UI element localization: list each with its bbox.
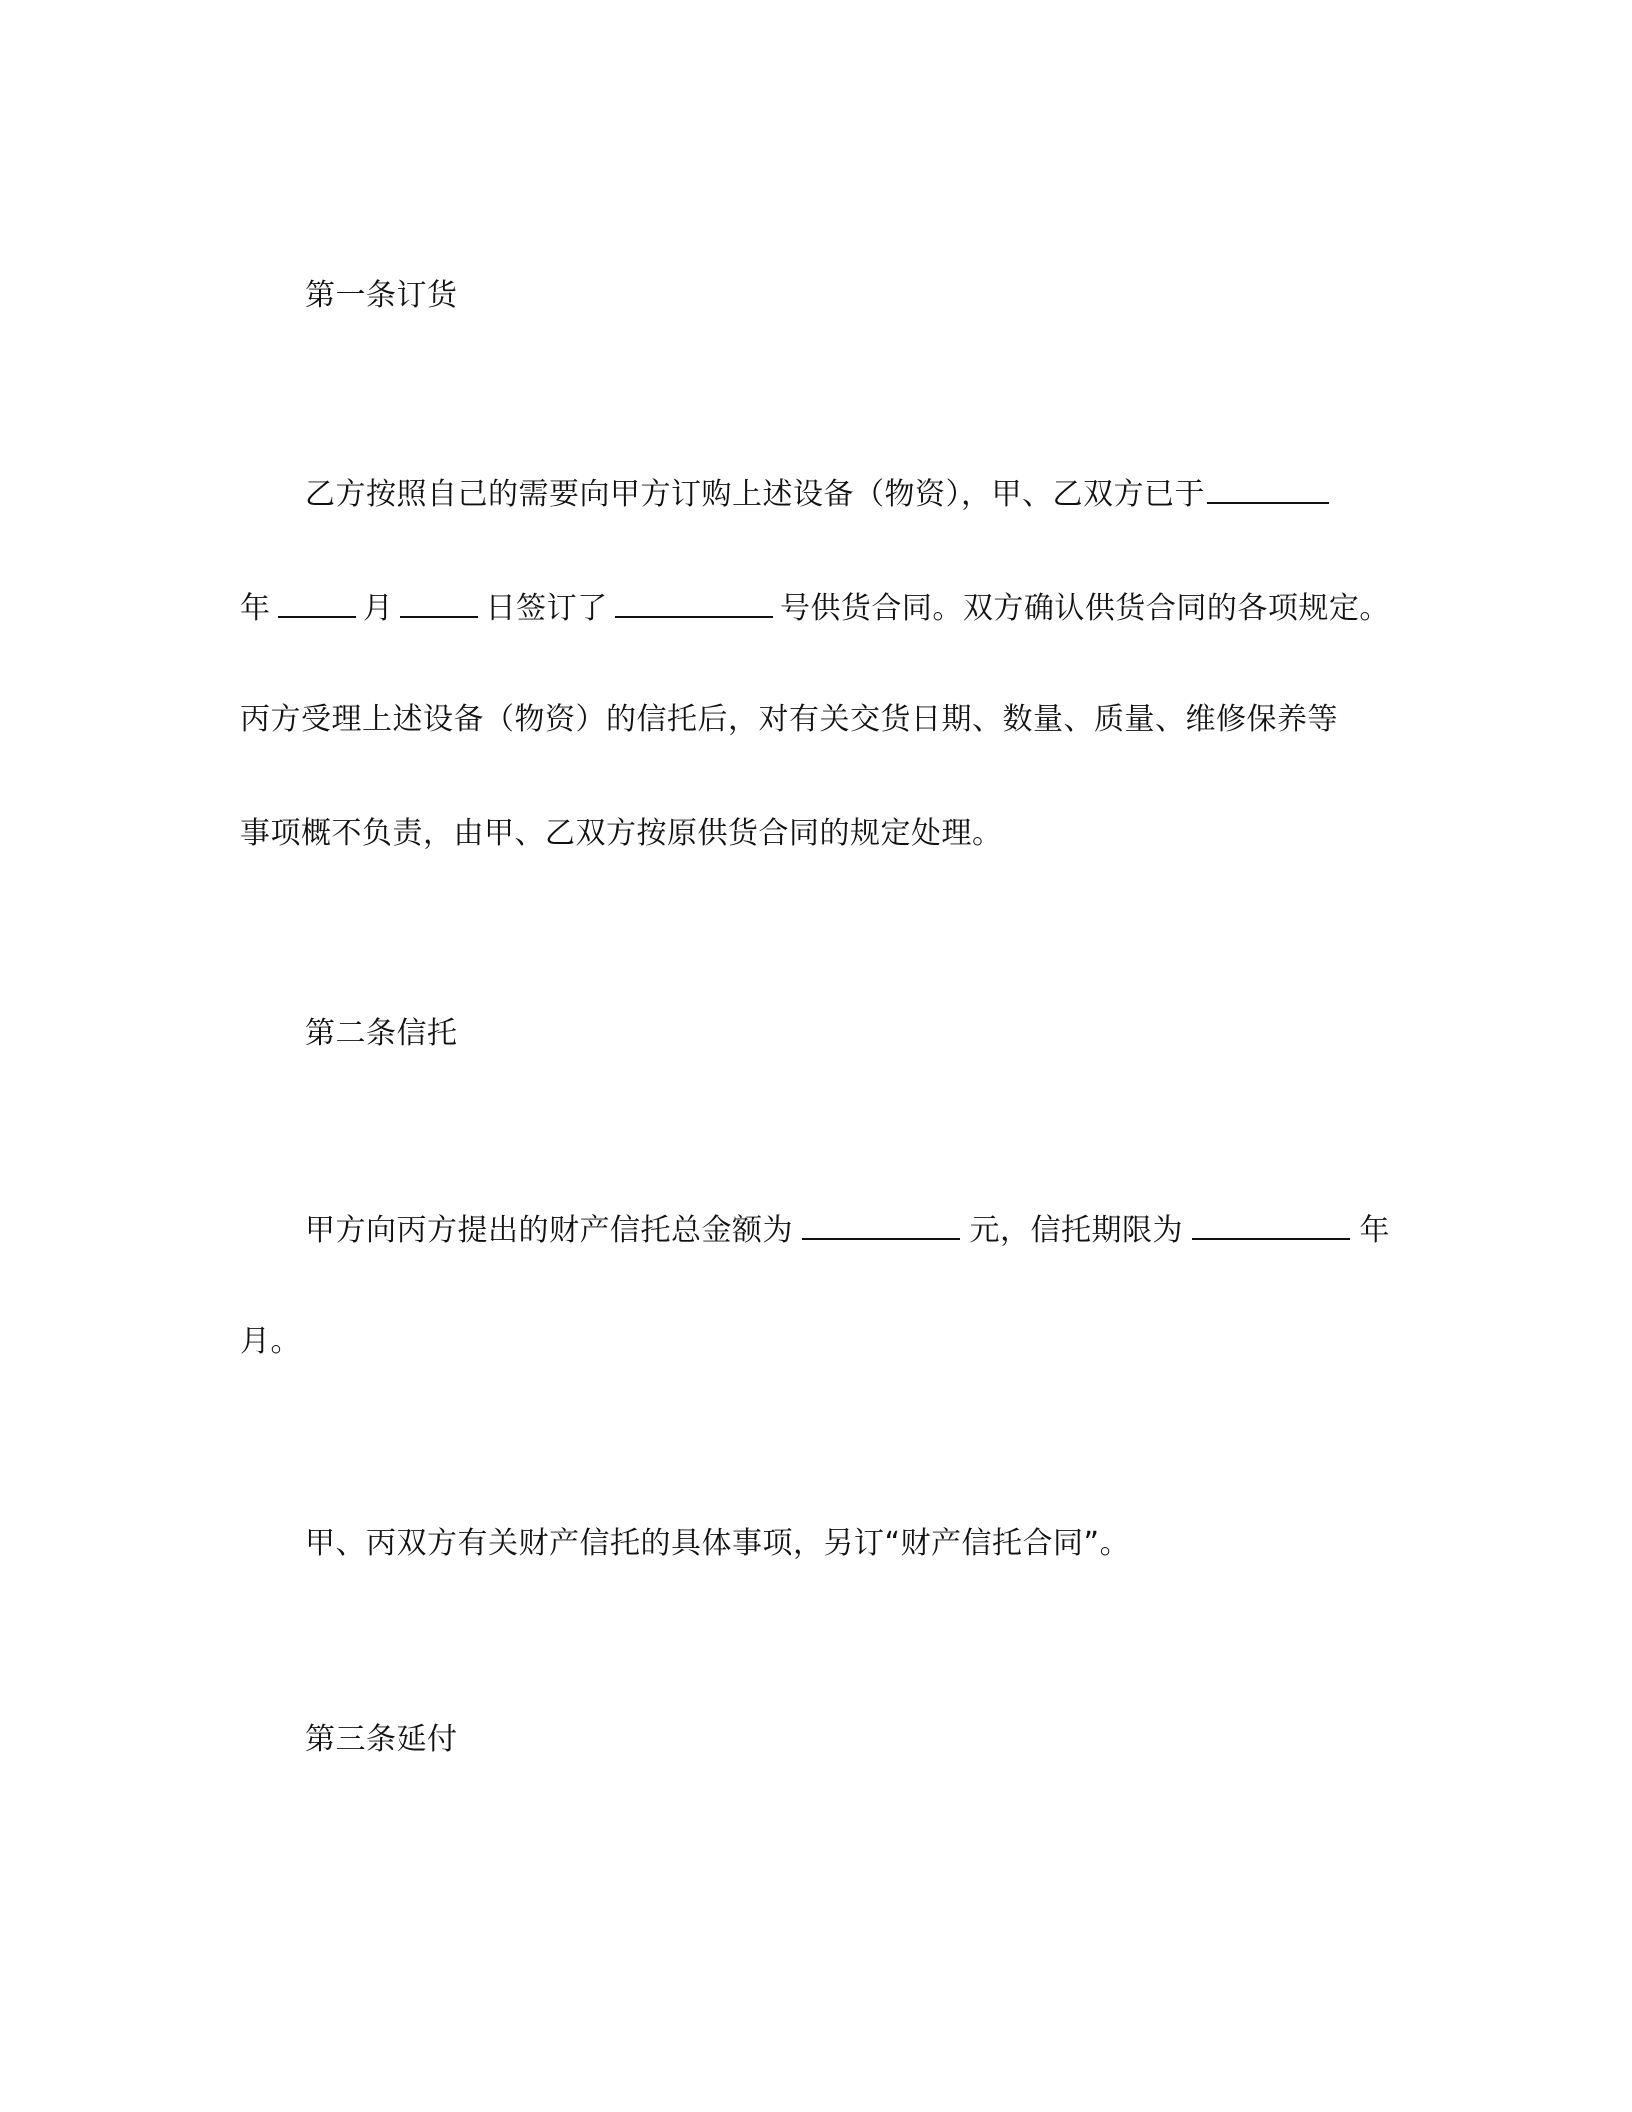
contract-confirm-text: 号供货合同。双方确认供货合同的各项规定。 bbox=[779, 591, 1390, 626]
blank-sign-date[interactable] bbox=[1207, 470, 1329, 504]
year-unit-label: 年 bbox=[1359, 1213, 1390, 1248]
blank-month[interactable] bbox=[278, 584, 356, 618]
trust-term-label: 元，信托期限为 bbox=[969, 1213, 1183, 1248]
article-1-heading: 第一条订货 bbox=[305, 278, 458, 313]
year-label: 年 bbox=[240, 591, 271, 626]
article-2-heading: 第二条信托 bbox=[305, 1016, 458, 1051]
blank-contract-number[interactable] bbox=[615, 584, 773, 618]
blank-trust-amount[interactable] bbox=[802, 1206, 960, 1240]
article-1-line-2 bbox=[240, 584, 1390, 628]
month-label: 月 bbox=[362, 591, 394, 626]
blank-day[interactable] bbox=[400, 584, 478, 618]
article-2-line-2: 月。 bbox=[240, 1324, 301, 1359]
article-2-paragraph-2: 甲、丙双方有关财产信托的具体事项，另订“财产信托合同”。 bbox=[305, 1526, 1131, 1561]
article-1-line-1 bbox=[305, 470, 1390, 514]
article-3-heading: 第三条延付 bbox=[305, 1722, 458, 1757]
article-2-line-1 bbox=[305, 1206, 1390, 1250]
day-signed-label: 日签订了 bbox=[485, 591, 608, 626]
article-1-line-4: 事项概不负责，由甲、乙双方按原供货合同的规定处理。 bbox=[240, 816, 1003, 851]
trust-amount-label: 甲方向丙方提出的财产信托总金额为 bbox=[305, 1213, 793, 1248]
article-1-line-1-text: 乙方按照自己的需要向甲方订购上述设备（物资），甲、乙双方已于 bbox=[305, 477, 1205, 512]
blank-trust-term[interactable] bbox=[1192, 1206, 1350, 1240]
article-1-line-3: 丙方受理上述设备（物资）的信托后，对有关交货日期、数量、质量、维修保养等 bbox=[240, 702, 1338, 737]
